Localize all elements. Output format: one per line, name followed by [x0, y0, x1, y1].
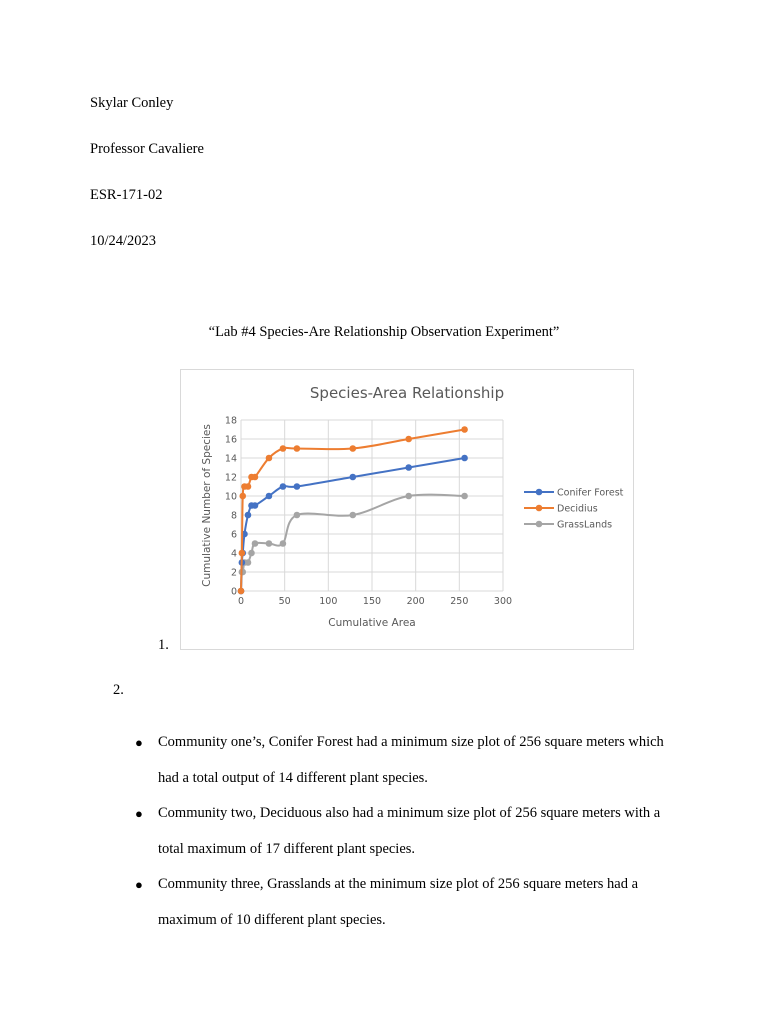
data-point — [405, 436, 412, 443]
x-tick-label: 50 — [278, 596, 291, 607]
document-date: 10/24/2023 — [90, 233, 157, 249]
course-code: ESR-171-02 — [90, 187, 163, 203]
list-item — [135, 867, 678, 938]
data-point — [266, 493, 273, 500]
author-name: Skylar Conley — [90, 95, 174, 111]
data-point — [461, 426, 468, 433]
data-point — [252, 502, 259, 509]
bullet-text: Community one’s, Conifer Forest had a minimum size plot of 256 square meters which had a total output of 14 different plant species. — [158, 734, 664, 786]
data-point — [280, 445, 287, 452]
bullet-text: Community three, Grasslands at the minimum size plot of 256 square meters had a maximum of 10 different plant species. — [158, 876, 639, 928]
y-axis-label: Cumulative Number of Species — [201, 424, 213, 587]
data-point — [349, 445, 356, 452]
data-point — [294, 512, 301, 519]
y-tick-label: 16 — [224, 434, 237, 446]
x-tick-label: 0 — [237, 596, 245, 607]
data-point — [238, 588, 245, 595]
legend-marker — [536, 489, 543, 496]
y-tick-label: 12 — [224, 472, 237, 484]
legend-label: GrassLands — [557, 519, 613, 531]
data-point — [266, 540, 273, 547]
list-number-2: 2. — [113, 682, 124, 698]
data-point — [239, 493, 246, 500]
data-point — [461, 455, 468, 462]
x-tick-label: 100 — [319, 596, 338, 607]
bullet-icon: ● — [135, 735, 143, 750]
professor-name: Professor Cavaliere — [90, 141, 204, 157]
data-point — [252, 540, 259, 547]
y-tick-label: 18 — [224, 415, 237, 427]
y-tick-label: 4 — [230, 548, 237, 560]
data-point — [294, 483, 301, 490]
y-tick-label: 0 — [230, 586, 237, 598]
data-point — [245, 559, 252, 566]
series-line — [241, 495, 465, 591]
bullet-list — [0, 725, 768, 938]
data-point — [245, 512, 252, 519]
species-area-chart — [181, 370, 633, 649]
data-point — [405, 464, 412, 471]
data-point — [266, 455, 273, 462]
series-line — [241, 430, 465, 592]
legend-label: Decidius — [557, 503, 598, 515]
chart-container — [180, 369, 634, 650]
bullet-text: Community two, Deciduous also had a minimum size plot of 256 square meters with a total maximum of 17 different plant species. — [158, 805, 661, 857]
data-point — [405, 493, 412, 500]
y-tick-label: 10 — [224, 491, 237, 503]
bullet-icon: ● — [135, 806, 143, 821]
data-point — [252, 474, 259, 481]
list-item — [135, 796, 678, 867]
data-point — [294, 445, 301, 452]
data-point — [461, 493, 468, 500]
x-tick-label: 200 — [406, 596, 425, 607]
list-item — [135, 725, 678, 796]
data-point — [280, 540, 287, 547]
data-point — [280, 483, 287, 490]
list-number-1: 1. — [158, 637, 169, 653]
legend-marker — [536, 521, 543, 528]
data-point — [248, 550, 255, 557]
y-tick-label: 6 — [230, 529, 237, 541]
x-tick-label: 300 — [493, 596, 513, 607]
y-tick-label: 2 — [230, 567, 237, 579]
bullet-icon: ● — [135, 877, 143, 892]
data-point — [349, 474, 356, 481]
document-title: “Lab #4 Species-Are Relationship Observation Experiment” — [208, 324, 560, 340]
chart-title: Species-Area Relationship — [309, 384, 505, 402]
legend-label: Conifer Forest — [557, 487, 624, 499]
x-axis-label: Cumulative Area — [328, 617, 416, 629]
data-point — [349, 512, 356, 519]
y-tick-label: 14 — [224, 453, 237, 465]
x-tick-label: 150 — [362, 596, 382, 607]
legend-marker — [536, 505, 543, 512]
data-point — [245, 483, 252, 490]
y-tick-label: 8 — [230, 510, 237, 522]
x-tick-label: 250 — [450, 596, 469, 607]
data-point — [239, 550, 246, 557]
